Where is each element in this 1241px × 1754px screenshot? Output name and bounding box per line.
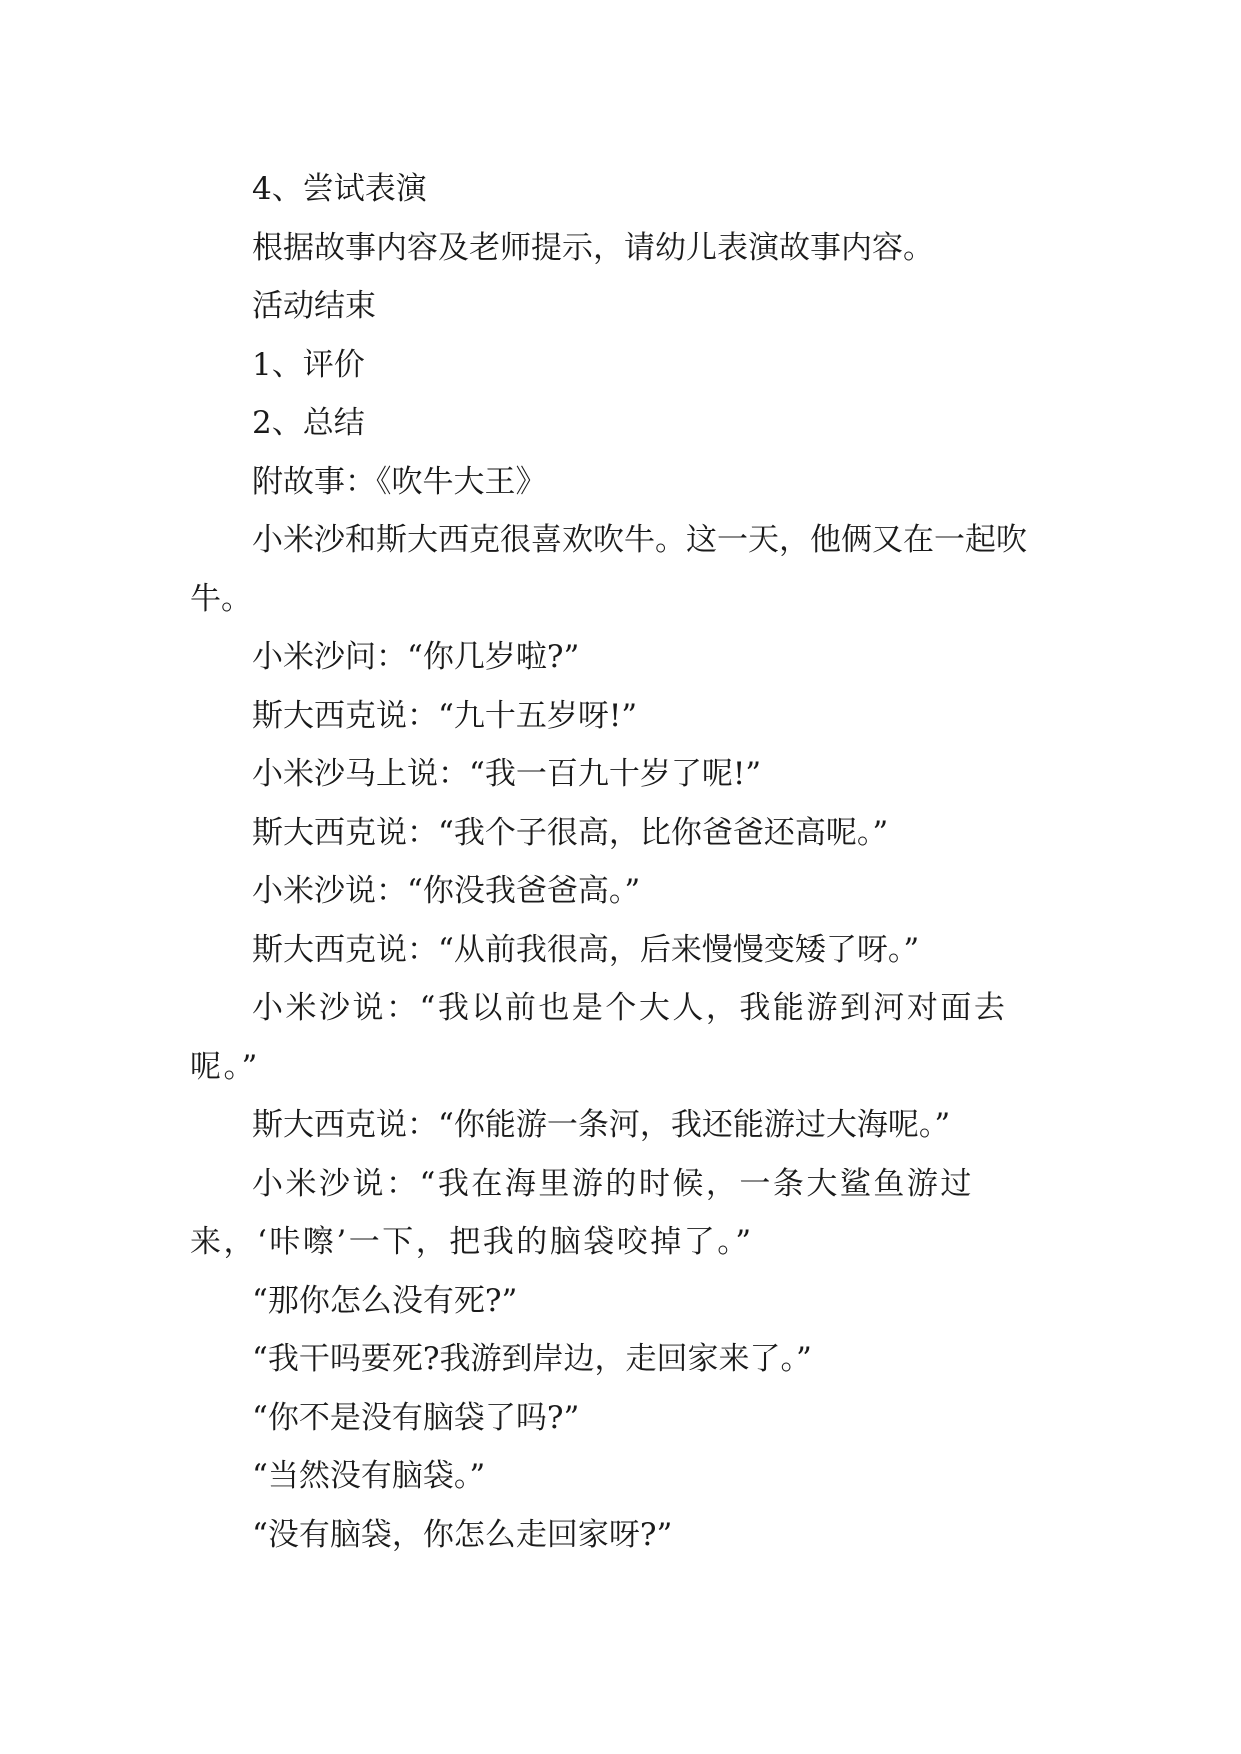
paragraph-dialogue: 小米沙说：“我以前也是个大人，我能游到河对面去呢。”	[190, 990, 1008, 1085]
paragraph-dialogue: 小米沙问：“你几岁啦?”	[252, 639, 580, 675]
paragraph-dialogue: “那你怎么没有死?”	[252, 1282, 518, 1319]
paragraph-dialogue: “没有脑袋，你怎么走回家呀?”	[252, 1516, 673, 1553]
paragraph-dialogue: 小米沙说：“你没我爸爸高。”	[252, 873, 641, 909]
paragraph-dialogue: 斯大西克说：“九十五岁呀!”	[252, 697, 638, 734]
document-body	[190, 160, 1060, 1564]
paragraph-story-intro: 小米沙和斯大西克很喜欢吹牛。这一天，他俩又在一起吹牛。	[190, 522, 1027, 617]
paragraph-summary: 2、总结	[252, 405, 365, 441]
paragraph-dialogue: “你不是没有脑袋了吗?”	[252, 1399, 580, 1436]
paragraph-performance-instruction: 根据故事内容及老师提示，请幼儿表演故事内容。	[252, 229, 934, 266]
paragraph-activity-end: 活动结束	[252, 288, 376, 324]
paragraph-evaluation: 1、评价	[252, 346, 365, 383]
paragraph-dialogue: 小米沙说：“我在海里游的时候，一条大鲨鱼游过来，‘咔嚓’一下，把我的脑袋咬掉了。”	[190, 1165, 974, 1260]
paragraph-dialogue: 斯大西克说：“你能游一条河，我还能游过大海呢。”	[252, 1107, 951, 1143]
paragraph-dialogue: 斯大西克说：“从前我很高，后来慢慢变矮了呀。”	[252, 931, 920, 968]
paragraph-dialogue: “我干吗要死?我游到岸边，走回家来了。”	[252, 1341, 812, 1377]
paragraph-step-4: 4、尝试表演	[252, 171, 427, 207]
paragraph-dialogue: “当然没有脑袋。”	[252, 1458, 486, 1494]
paragraph-dialogue: 斯大西克说：“我个子很高，比你爸爸还高呢。”	[252, 814, 889, 851]
paragraph-story-title: 附故事：《吹牛大王》	[252, 463, 547, 500]
paragraph-dialogue: 小米沙马上说：“我一百九十岁了呢!”	[252, 756, 762, 792]
